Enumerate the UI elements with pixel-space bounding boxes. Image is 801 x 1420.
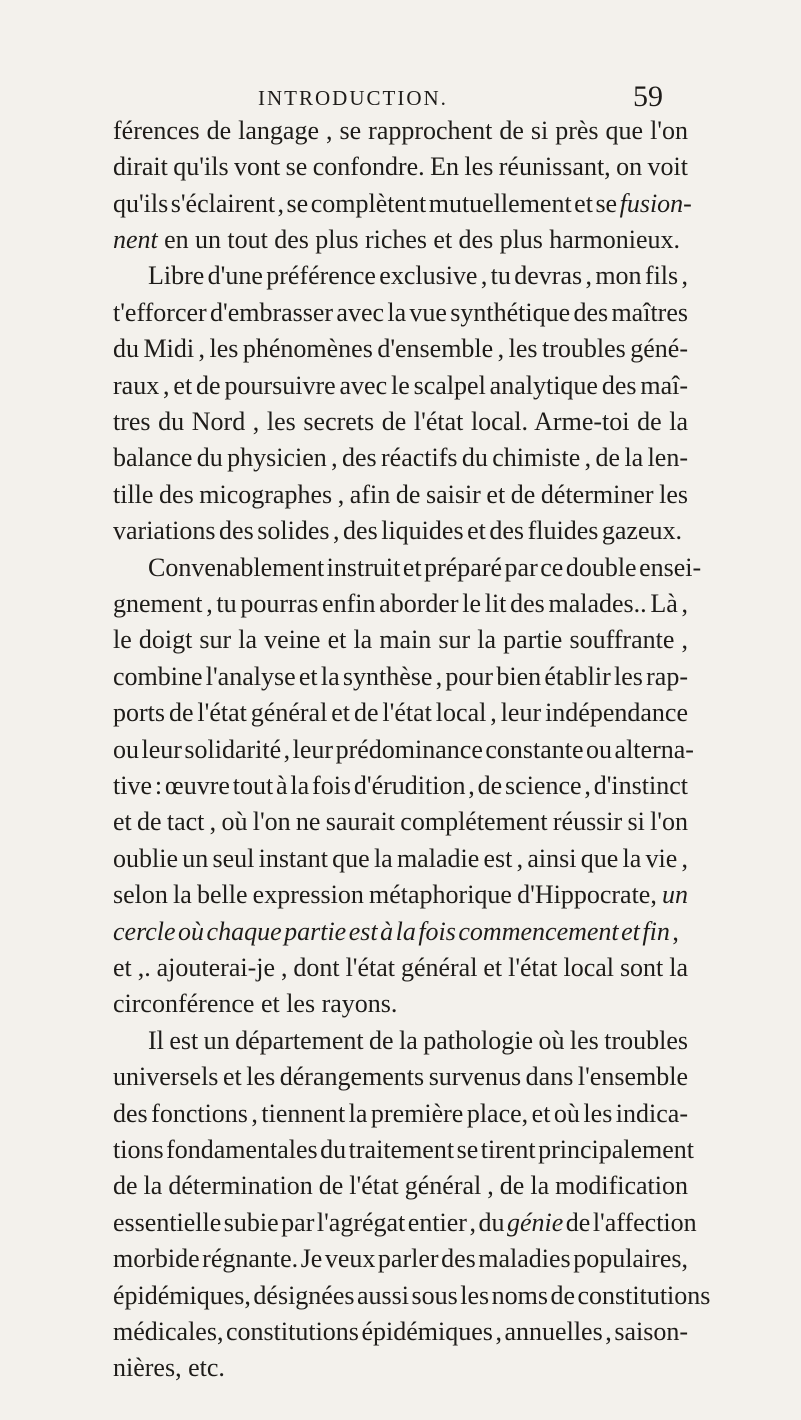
text-run: tres du Nord , les secrets de l'état local. Arme-toi de la (113, 407, 688, 436)
text-line (0, 186, 801, 222)
text-line (0, 732, 801, 768)
line-content (113, 1168, 688, 1204)
text-run: t'efforcer d'embrasser avec la vue synthétique des maîtres (113, 298, 688, 327)
text-run: , (669, 917, 679, 946)
page-number: 59 (633, 80, 663, 113)
text-run: du Midi , les phénomènes d'ensemble , les troubles géné- (113, 334, 688, 363)
line-content (113, 368, 688, 404)
text-run: ou leur solidarité , leur prédominance constante ou alterna- (113, 735, 694, 764)
running-title: INTRODUCTION. (258, 86, 448, 110)
text-line (0, 1278, 801, 1314)
text-run: Convenablement instruit et préparé par ce double ensei- (148, 553, 702, 582)
text-run: universels et les dérangements survenus dans l'ensemble (113, 1062, 688, 1091)
text-line (0, 804, 801, 840)
text-line (0, 768, 801, 804)
line-content (113, 586, 688, 622)
text-run: nières, etc. (113, 1353, 225, 1382)
italic-run: cercle où chaque partie est à la fois commencement et fin (113, 917, 670, 946)
text-line (0, 113, 801, 149)
text-run: férences de langage , se rapprochent de si près que l'on (113, 116, 688, 145)
text-run: le doigt sur la veine et la main sur la partie souffrante , (113, 625, 688, 654)
text-line (0, 877, 801, 913)
text-run: essentielle subie par l'agrégat entier , du (113, 1208, 507, 1237)
italic-run: génie (506, 1208, 564, 1237)
line-content (113, 1241, 688, 1277)
text-line (0, 295, 801, 331)
text-line (0, 986, 801, 1022)
line-content (113, 1132, 694, 1168)
text-run: circonférence et les rayons. (113, 989, 398, 1018)
text-run: dirait qu'ils vont se confondre. En les réunissant, on voit (113, 152, 688, 181)
line-content (113, 331, 688, 367)
text-run: épidémiques, désignées aussi sous les noms de constitutions (113, 1281, 711, 1310)
text-run: variations des solides , des liquides et des fluides gazeux. (113, 516, 682, 545)
line-content (148, 1023, 688, 1059)
text-line (0, 513, 801, 549)
text-line (0, 1241, 801, 1277)
running-head (0, 78, 801, 118)
text-line (0, 477, 801, 513)
text-run: de l'affection (563, 1208, 697, 1237)
line-content (148, 550, 701, 586)
text-run: Libre d'une préférence exclusive , tu devras , mon fils , (148, 261, 688, 290)
text-run: oublie un seul instant que la maladie est , ainsi que la vie , (113, 844, 688, 873)
text-line (0, 258, 801, 294)
text-run: tions fondamentales du traitement se tirent principalement (113, 1135, 695, 1164)
text-run: tille des micographes , afin de saisir et de déterminer les (113, 480, 688, 509)
text-run: en un tout des plus riches et des plus harmonieux. (157, 225, 680, 254)
text-line (0, 586, 801, 622)
line-content (113, 477, 688, 513)
line-content (113, 841, 688, 877)
text-run: qu'ils s'éclairent , se complètent mutuellement et se (113, 189, 620, 218)
line-content (113, 149, 688, 185)
line-content (113, 914, 679, 950)
text-line (0, 550, 801, 586)
text-line (0, 1023, 801, 1059)
line-content (113, 295, 688, 331)
text-line (0, 1205, 801, 1241)
italic-run: un (662, 880, 688, 909)
text-run: selon la belle expression métaphorique d'Hippocrate, (113, 880, 662, 909)
line-content (113, 659, 688, 695)
line-content (113, 1096, 688, 1132)
text-line (0, 841, 801, 877)
text-line (0, 1059, 801, 1095)
text-line (0, 1314, 801, 1350)
text-run: et de tact , où l'on ne saurait complétement réussir si l'on (113, 807, 688, 836)
line-content (113, 1314, 688, 1350)
text-run: et ,. ajouterai-je , dont l'état général et l'état local sont la (113, 953, 688, 982)
line-content (113, 513, 682, 549)
line-content (113, 986, 397, 1022)
text-run: médicales, constitutions épidémiques , annuelles , saison- (113, 1317, 688, 1346)
text-run: morbide régnante. Je veux parler des maladies populaires, (113, 1244, 688, 1273)
text-run: de la détermination de l'état général , de la modification (113, 1171, 688, 1200)
line-content (113, 186, 692, 222)
text-line (0, 440, 801, 476)
text-run: ports de l'état général et de l'état local , leur indépendance (113, 698, 688, 727)
line-content (113, 768, 688, 804)
text-line (0, 331, 801, 367)
line-content (113, 1059, 688, 1095)
line-content (113, 1205, 697, 1241)
line-content (148, 258, 688, 294)
text-line (0, 1350, 801, 1386)
text-run: Il est un département de la pathologie où les troubles (148, 1026, 689, 1055)
text-line (0, 1096, 801, 1132)
line-content (113, 440, 688, 476)
text-run: tive : œuvre tout à la fois d'érudition , de science , d'instinct (113, 771, 688, 800)
text-line (0, 1132, 801, 1168)
text-line (0, 659, 801, 695)
line-content (113, 950, 688, 986)
line-content (113, 732, 694, 768)
italic-run: fusion- (619, 189, 692, 218)
text-line (0, 622, 801, 658)
line-content (113, 622, 688, 658)
text-line (0, 222, 801, 258)
text-line (0, 695, 801, 731)
line-content (113, 1350, 225, 1386)
text-line (0, 950, 801, 986)
line-content (113, 804, 688, 840)
text-line (0, 368, 801, 404)
line-content (113, 404, 688, 440)
text-run: raux , et de poursuivre avec le scalpel analytique des maî- (113, 371, 688, 400)
line-content (113, 877, 688, 913)
text-run: gnement , tu pourras enfin aborder le lit des malades.. Là , (113, 589, 688, 618)
text-run: balance du physicien , des réactifs du chimiste , de la len- (113, 443, 688, 472)
italic-run: nent (113, 225, 158, 254)
text-line (0, 404, 801, 440)
line-content (113, 1278, 710, 1314)
text-line (0, 914, 801, 950)
line-content (113, 695, 688, 731)
line-content (113, 222, 680, 258)
text-line (0, 1168, 801, 1204)
text-run: combine l'analyse et la synthèse , pour bien établir les rap- (113, 662, 688, 691)
text-line (0, 149, 801, 185)
line-content (113, 113, 688, 149)
text-run: des fonctions , tiennent la première place, et où les indica- (113, 1099, 688, 1128)
